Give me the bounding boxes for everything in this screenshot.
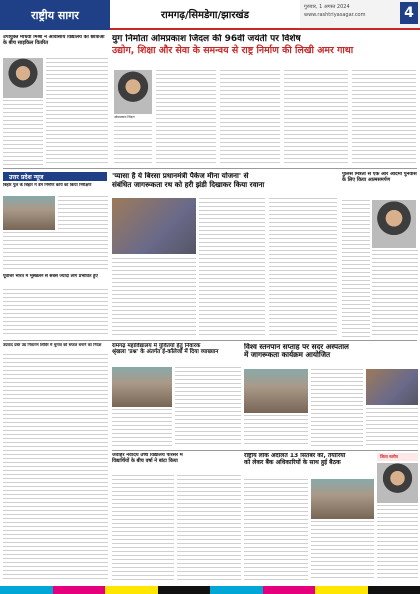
quiz-photo <box>112 367 172 407</box>
lok-adalat-photo <box>311 479 374 519</box>
lok-adalat-body-2 <box>311 521 374 581</box>
right-mid-story <box>342 172 418 196</box>
district-body-2 <box>177 475 241 581</box>
main-body-col1 <box>156 70 216 166</box>
right-mid-headline: पुलिस मित्रता से एक और आदमी पुनर्वास के लिए किया आत्मसमर्पण <box>342 172 417 183</box>
left-bottom-story <box>3 343 107 353</box>
quiz-body <box>175 367 241 447</box>
right-bottom-body <box>377 505 418 581</box>
quiz-story <box>112 343 240 365</box>
strap-label: जिला स्तरीय <box>377 453 418 461</box>
left-top-photo <box>3 58 43 98</box>
main-photo-caption: ओमप्रकाश जिंदल <box>114 115 135 119</box>
main-body-col0 <box>114 122 152 166</box>
divider <box>3 340 417 341</box>
news-section-band: उत्तर प्रदेश न्यूज <box>3 172 107 181</box>
main-body-col3 <box>284 70 348 166</box>
quiz-headline-line1: रामगढ़ महाविद्यालय में युवितयों हेतु निवारक <box>112 343 201 349</box>
legal-photo <box>244 369 308 413</box>
quiz-headline-line2: श्रृंखला 'प्रश्न' के अंतर्गत ई-कॉलेजों में दिया व्याख्यान <box>112 349 219 356</box>
district-headline-line1: जवाहर नवोदय उच्च विद्यालय परिसर में <box>112 453 183 458</box>
left-mid-body <box>58 196 108 230</box>
edition-title: रामगढ़/सिमडेगा/झारखंड <box>110 0 300 30</box>
legal-body-2 <box>366 408 418 447</box>
main-headline-line1: युग निर्माता ओमप्रकाश जिंदल की 96वीं जयंती पर विशेष <box>112 34 301 44</box>
legal-headline-line1: विश्व स्तनपान सप्ताह पर सदर अस्पताल <box>244 343 349 351</box>
right-mid-photo <box>372 200 416 248</box>
lok-adalat-body-1 <box>244 479 308 581</box>
district-body-1 <box>112 475 174 581</box>
legal-body-3 <box>244 415 308 447</box>
left-low-body <box>3 289 108 337</box>
mid-headline-line2: संबंधित जागरूकता रथ को हरी झंडी दिखाकर किया रवाना <box>112 180 265 190</box>
mid-body-col1 <box>112 258 196 338</box>
masthead-meta <box>300 0 420 30</box>
divider <box>112 450 418 451</box>
masthead <box>0 0 420 30</box>
legal-story <box>244 343 418 367</box>
mid-body-col2 <box>199 198 265 338</box>
legal-body-1 <box>311 369 363 447</box>
divider <box>3 168 417 169</box>
left-top-body <box>46 58 108 166</box>
left-top-body-2 <box>3 100 43 166</box>
lok-adalat-headline-line2: को लेकर बैंक अधिकारियों के साथ हुई बैठक <box>244 458 341 466</box>
main-story-photo <box>114 70 152 114</box>
left-low-headline: पूर्वोत्तर भारत में भूस्खलन से सबसे ज्यादा लोग प्रभावित हुए <box>3 274 98 279</box>
mid-headline-line1: 'प्यासा है ये बिरसा प्रधानमंत्री पैकेज मीना योजना' से <box>112 172 249 180</box>
left-top-headline: उपायुक्त माधवी मिश्रा ने आवासीय विद्यालय की छात्राओं के बीच साइकिल वितरित <box>3 35 105 46</box>
left-mid-photo <box>3 196 55 230</box>
district-headline-line2: विद्यार्थियों के बीच वर्षा ने बांटा किया <box>112 457 178 464</box>
lok-adalat-story <box>244 453 374 477</box>
right-bottom-photo <box>377 463 418 503</box>
right-mid-body <box>342 200 370 338</box>
paper-name: राष्ट्रीय सागर <box>0 0 110 30</box>
lok-adalat-headline-line1: राष्ट्रीय लोक अदालत 13 सितंबर को, तैयारियों <box>244 453 346 459</box>
left-mid-story <box>3 183 107 195</box>
issue-date: गुरुवार, 1 अगस्त 2024 <box>304 4 350 10</box>
left-bottom-headline: उग्रवाद ग्रस्त उग्र निवारण शिविर में चुनाव को सफल बनाने का निर्देश <box>3 343 102 347</box>
website-link[interactable]: www.rashtriyasagar.com <box>304 12 366 18</box>
main-headline-line2: उद्योग, शिक्षा और सेवा के समन्वय से राष्ट्र निर्माण की लिखी अमर गाथा <box>112 45 354 57</box>
main-body-col4 <box>352 70 416 166</box>
legal-photo-2 <box>366 369 418 405</box>
legal-headline-line2: में जागरूकता कार्यक्रम आयोजित <box>244 350 331 360</box>
mid-body-col3 <box>269 198 337 338</box>
left-low-story <box>3 274 107 288</box>
page-number: 4 <box>400 2 418 24</box>
print-color-bar <box>0 586 420 594</box>
mid-story-photo <box>112 198 196 254</box>
left-mid-headline: बिहार पुल के बिहार में डैम निर्माण कार्य का किया निरीक्षण <box>3 183 92 187</box>
district-story <box>112 453 240 473</box>
main-body-col2 <box>220 70 280 166</box>
left-top-story <box>3 35 107 57</box>
right-mid-body-2 <box>372 250 418 338</box>
quiz-body-2 <box>112 409 172 447</box>
left-mid-body-2 <box>3 232 108 272</box>
main-story-headline <box>112 34 418 66</box>
mid-story-headline <box>112 172 338 196</box>
left-bottom-body <box>3 354 108 582</box>
